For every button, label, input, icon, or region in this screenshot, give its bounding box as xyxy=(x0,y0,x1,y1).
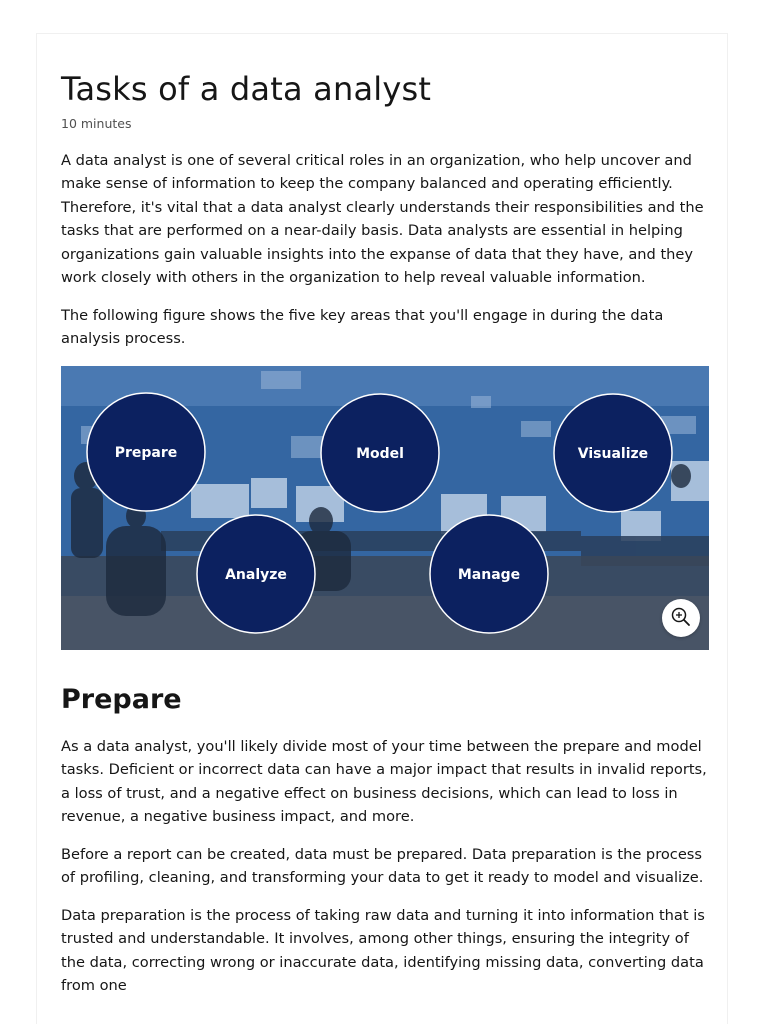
visualize-label: Visualize xyxy=(577,446,649,462)
manage-label: Manage xyxy=(457,567,521,583)
analyze-node xyxy=(197,515,315,633)
model-node xyxy=(321,394,439,512)
prepare-paragraph-1: As a data analyst, you'll likely divide most of your time between the prepare and model tasks. Deficient or incorrect data can have a major impact that results in invalid reports, a loss of trust, and a negative effect on business decisions, which can lead to loss in revenue, a negative business impact, and more. xyxy=(61,738,707,826)
zoom-in-icon xyxy=(662,599,700,637)
prepare-node xyxy=(87,393,205,511)
figure-illustration xyxy=(61,366,709,650)
visualize-node xyxy=(554,394,672,512)
model-label: Model xyxy=(356,446,404,462)
page-title: Tasks of a data analyst xyxy=(61,70,432,108)
prepare-heading: Prepare xyxy=(61,684,182,715)
prepare-paragraph-3: Data preparation is the process of taking raw data and turning it into information that is trusted and understandable. It involves, among other things, ensuring the integrity of the data, correcting wrong or inaccurate data, identifying missing data, converting data from one xyxy=(61,907,705,995)
data-analysis-figure xyxy=(61,366,709,650)
duration-label: 10 minutes xyxy=(61,116,132,131)
analyze-label: Analyze xyxy=(225,567,287,583)
zoom-image-button[interactable] xyxy=(662,599,700,637)
manage-node xyxy=(430,515,548,633)
prepare-paragraph-2: Before a report can be created, data must be prepared. Data preparation is the process of profiling, cleaning, and transforming your data to get it ready to model and visualize. xyxy=(61,846,704,887)
intro-paragraph-1: A data analyst is one of several critical roles in an organization, who help uncover and make sense of information to keep the company balanced and operating efficiently. Therefore, it's vital that a data analyst clearly understands their responsibilities and the tasks that are performed on a near-daily basis. Data analysts are essential in helping organizations gain valuable insights into the expanse of data that they have, and they work closely with others in the organization to help reveal valuable information. xyxy=(61,152,704,287)
article-page xyxy=(36,33,728,1024)
prepare-label: Prepare xyxy=(114,445,178,461)
intro-paragraph-2: The following figure shows the five key areas that you'll engage in during the data analysis process. xyxy=(61,307,664,348)
